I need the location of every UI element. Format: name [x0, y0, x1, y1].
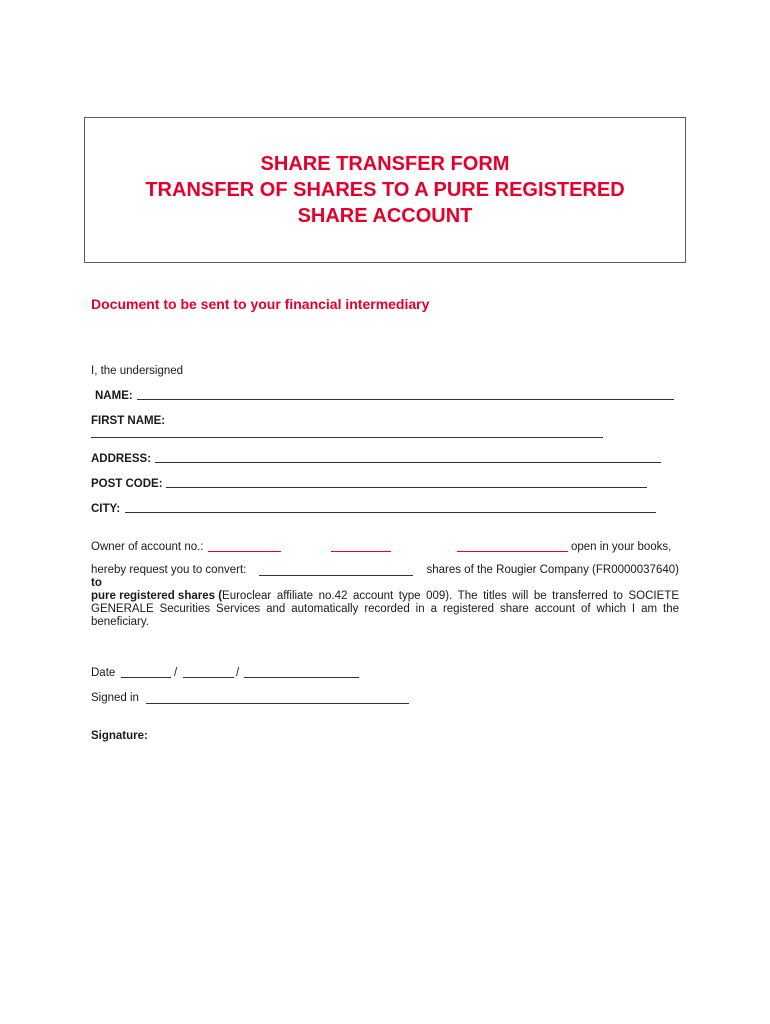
date-separator-1: /: [174, 667, 178, 679]
open-in-books-text: open in your books,: [571, 541, 672, 553]
request-line-4: GENERALE Securities Services and automatically recorded in a registered share account of which I am the: [91, 603, 679, 615]
name-label: NAME:: [95, 390, 133, 402]
post-code-field[interactable]: [166, 487, 647, 488]
date-year-field[interactable]: [244, 677, 359, 678]
account-number-field-2[interactable]: [331, 551, 391, 552]
date-separator-2: /: [236, 667, 240, 679]
subheading: Document to be sent to your financial intermediary: [91, 296, 430, 312]
request-paragraph: [91, 564, 679, 629]
owner-account-label: Owner of account no.:: [91, 541, 204, 553]
form-title-line2: TRANSFER OF SHARES TO A PURE REGISTERED: [145, 179, 625, 201]
signature-label: Signature:: [91, 730, 148, 742]
address-label: ADDRESS:: [91, 453, 152, 465]
intro-text: I, the undersigned: [91, 365, 184, 377]
post-code-label: POST CODE:: [91, 478, 163, 490]
city-label: CITY:: [91, 503, 121, 515]
signature-area[interactable]: [91, 750, 411, 810]
signed-in-label: Signed in: [91, 692, 139, 704]
city-field[interactable]: [125, 512, 656, 513]
account-number-field-3[interactable]: [457, 551, 568, 552]
form-title: SHARE TRANSFER FORM: [260, 153, 510, 175]
request-suffix: shares of the Rougier Company (FR0000037640): [426, 564, 679, 576]
request-line-3: [91, 590, 679, 603]
pure-registered-shares-text: pure registered shares (: [91, 590, 223, 602]
request-line-1: [91, 564, 679, 577]
account-number-field-1[interactable]: [208, 551, 281, 552]
first-name-label: FIRST NAME:: [91, 415, 166, 427]
first-name-field[interactable]: [91, 437, 603, 438]
request-prefix: hereby request you to convert:: [91, 564, 247, 576]
title-box: [84, 117, 686, 263]
name-field[interactable]: [137, 399, 674, 400]
date-label: Date: [91, 667, 116, 679]
request-line-3-rest: Euroclear affiliate no.42 account type 009). The titles will be transferred to SOCIETE: [222, 590, 679, 602]
form-title-line3: SHARE ACCOUNT: [297, 205, 473, 227]
request-line-5: beneficiary.: [91, 616, 149, 628]
date-month-field[interactable]: [183, 677, 234, 678]
date-day-field[interactable]: [121, 677, 171, 678]
address-field[interactable]: [155, 462, 661, 463]
signed-in-field[interactable]: [146, 703, 409, 704]
shares-quantity-field[interactable]: [259, 564, 413, 576]
request-to: to: [91, 577, 102, 589]
